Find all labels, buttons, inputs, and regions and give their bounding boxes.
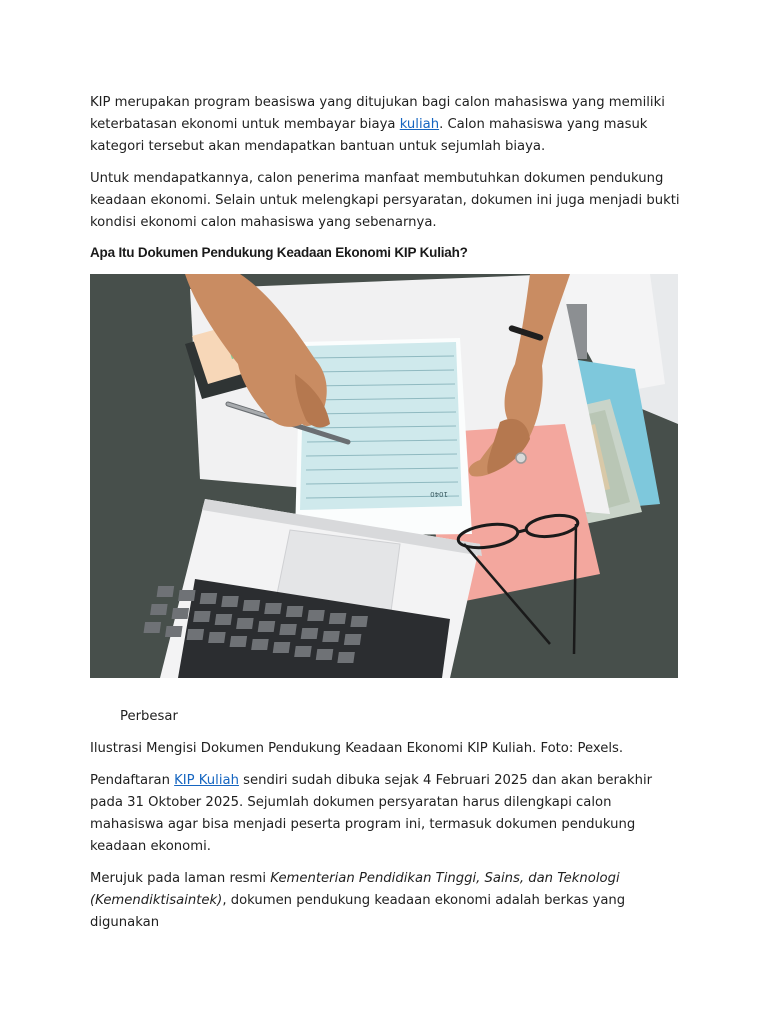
image-caption: Ilustrasi Mengisi Dokumen Pendukung Keadaan Ekonomi KIP Kuliah. Foto: Pexels. [90, 741, 624, 756]
paragraph-definition: Merujuk pada laman resmi Kementerian Pendidikan Tinggi, Sains, dan Teknologi (Kemendiktisaintek), dokumen pendukung keadaan ekonomi adalah berkas yang digunakan [90, 871, 626, 930]
paragraph-registration: Pendaftaran KIP Kuliah sendiri sudah dibuka sejak 4 Februari 2025 dan akan berakhir pada 31 Oktober 2025. Sejumlah dokumen persyaratan harus dilengkapi calon mahasiswa agar bisa menjadi peserta program ini, termasuk dokumen pendukung keadaan ekonomi. [90, 773, 653, 854]
link-kuliah[interactable]: kuliah [399, 117, 440, 132]
section-heading: Apa Itu Dokumen Pendukung Keadaan Ekonomi KIP Kuliah? [90, 245, 468, 260]
form-number: 1040 [430, 490, 448, 498]
article-body [90, 92, 680, 934]
ministry-name: Kementerian Pendidikan Tinggi, Sains, dan Teknologi (Kemendiktisaintek) [90, 871, 620, 908]
paragraph-requirement: Untuk mendapatkannya, calon penerima manfaat membutuhkan dokumen pendukung keadaan ekonomi. Selain untuk melengkapi persyaratan, dokumen ini juga menjadi bukti kondisi ekonomi calon mahasiswa yang sebenarnya. [90, 171, 680, 230]
ring [516, 453, 526, 463]
link-kip-kuliah[interactable]: KIP Kuliah [174, 773, 239, 788]
enlarge-button[interactable]: Perbesar [120, 709, 178, 724]
paragraph-intro: KIP merupakan program beasiswa yang ditujukan bagi calon mahasiswa yang memiliki keterbatasan ekonomi untuk membayar biaya kuliah. Calon mahasiswa yang masuk kategori tersebut akan mendapatkan bantuan untuk sejumlah biaya. [90, 95, 665, 154]
article-image[interactable] [90, 274, 678, 678]
